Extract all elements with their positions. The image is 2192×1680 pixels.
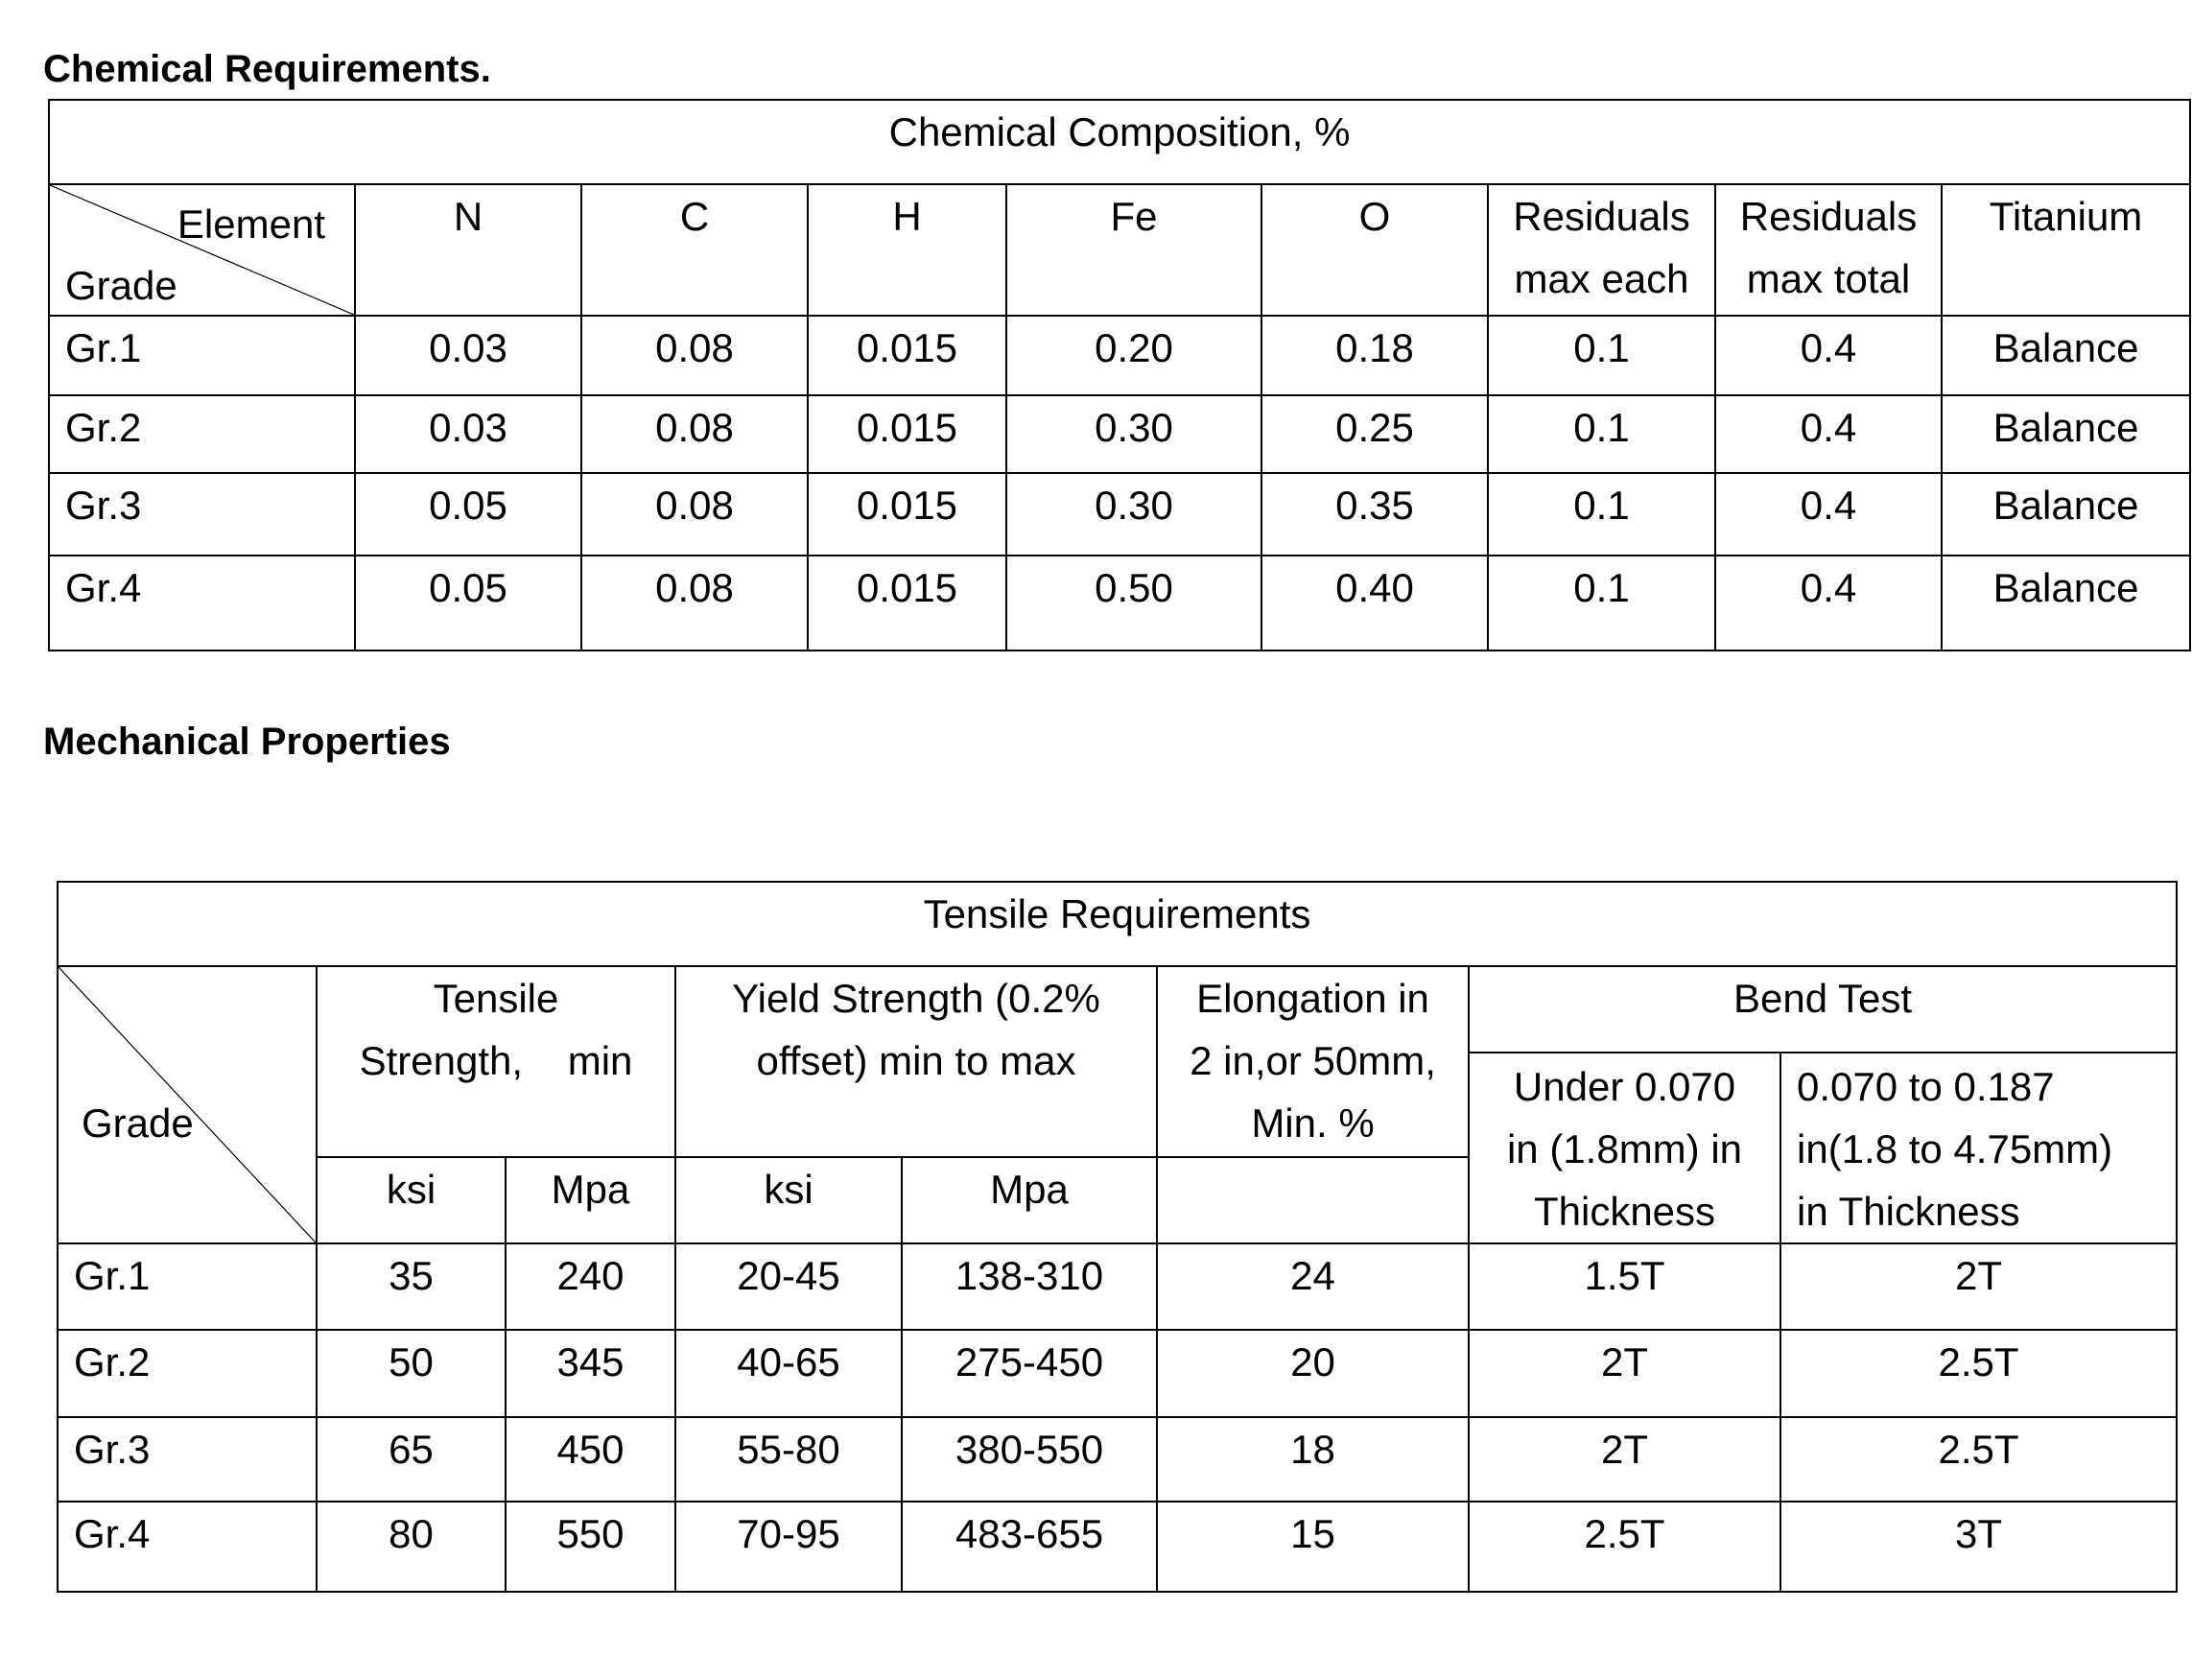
table-row	[58, 1502, 2177, 1592]
value-cell: 24	[1157, 1243, 1469, 1330]
value-cell: 0.4	[1715, 316, 1942, 395]
value-cell: 0.40	[1261, 556, 1488, 651]
value-cell: 40-65	[675, 1330, 902, 1417]
tensile-ksi-unit: ksi	[317, 1157, 506, 1243]
column-header-n: N	[355, 184, 581, 316]
value-cell: 0.08	[581, 395, 808, 473]
value-cell: 138-310	[902, 1243, 1157, 1330]
grade-cell: Gr.2	[58, 1330, 317, 1417]
value-cell: 2.5T	[1780, 1417, 2177, 1502]
value-cell: 0.03	[355, 316, 581, 395]
table-row	[49, 556, 2190, 651]
tensile-requirements-caption: Tensile Requirements	[58, 882, 2177, 966]
value-cell: Balance	[1942, 395, 2190, 473]
value-cell: Balance	[1942, 473, 2190, 556]
value-cell: 0.25	[1261, 395, 1488, 473]
value-cell: 2T	[1469, 1417, 1780, 1502]
column-header-residuals-each: Residuals max each	[1488, 184, 1715, 316]
grade-label: Grade	[82, 1100, 194, 1146]
value-cell: 240	[506, 1243, 675, 1330]
mechanical-properties-heading: Mechanical Properties	[43, 721, 451, 763]
value-cell: 18	[1157, 1417, 1469, 1502]
value-cell: 380-550	[902, 1417, 1157, 1502]
mechanical-header-row	[58, 966, 2177, 1053]
value-cell: 0.1	[1488, 316, 1715, 395]
bend-test-header: Bend Test	[1469, 966, 2177, 1053]
column-header-c: C	[581, 184, 808, 316]
column-header-h: H	[808, 184, 1006, 316]
value-cell: 0.03	[355, 395, 581, 473]
chemical-composition-caption: Chemical Composition, %	[49, 100, 2190, 184]
value-cell: 0.015	[808, 556, 1006, 651]
value-cell: 0.35	[1261, 473, 1488, 556]
value-cell: 0.08	[581, 316, 808, 395]
grade-cell: Gr.3	[58, 1417, 317, 1502]
value-cell: Balance	[1942, 556, 2190, 651]
value-cell: 2.5T	[1469, 1502, 1780, 1592]
table-row	[49, 473, 2190, 556]
bend-range-header: 0.070 to 0.187 in(1.8 to 4.75mm) in Thickness	[1780, 1053, 2177, 1243]
value-cell: 0.4	[1715, 395, 1942, 473]
table-row	[58, 1330, 2177, 1417]
value-cell: 0.05	[355, 556, 581, 651]
grade-label: Grade	[65, 263, 177, 308]
value-cell: 0.50	[1006, 556, 1261, 651]
grade-cell: Gr.1	[49, 316, 355, 395]
value-cell: 1.5T	[1469, 1243, 1780, 1330]
value-cell: 275-450	[902, 1330, 1157, 1417]
table-row	[49, 395, 2190, 473]
value-cell: 2T	[1469, 1330, 1780, 1417]
table-row	[58, 1417, 2177, 1502]
grade-cell: Gr.3	[49, 473, 355, 556]
yield-ksi-unit: ksi	[675, 1157, 902, 1243]
column-header-o: O	[1261, 184, 1488, 316]
value-cell: 35	[317, 1243, 506, 1330]
value-cell: 0.30	[1006, 395, 1261, 473]
value-cell: 0.05	[355, 473, 581, 556]
value-cell: 0.1	[1488, 473, 1715, 556]
value-cell: 345	[506, 1330, 675, 1417]
grade-cell: Gr.2	[49, 395, 355, 473]
value-cell: 0.20	[1006, 316, 1261, 395]
column-header-fe: Fe	[1006, 184, 1261, 316]
elongation-header: Elongation in 2 in,or 50mm, Min. %	[1157, 966, 1469, 1157]
element-grade-corner-cell	[49, 184, 355, 316]
grade-cell: Gr.1	[58, 1243, 317, 1330]
value-cell: 0.015	[808, 473, 1006, 556]
value-cell: 450	[506, 1417, 675, 1502]
value-cell: 65	[317, 1417, 506, 1502]
value-cell: 0.08	[581, 556, 808, 651]
bend-under-header: Under 0.070 in (1.8mm) in Thickness	[1469, 1053, 1780, 1243]
value-cell: 70-95	[675, 1502, 902, 1592]
value-cell: 20-45	[675, 1243, 902, 1330]
value-cell: 55-80	[675, 1417, 902, 1502]
element-label: Element	[177, 201, 325, 247]
value-cell: 0.1	[1488, 395, 1715, 473]
tensile-requirements-table	[57, 881, 2178, 1593]
value-cell: 0.1	[1488, 556, 1715, 651]
value-cell: 20	[1157, 1330, 1469, 1417]
grade-cell: Gr.4	[49, 556, 355, 651]
table-row	[49, 316, 2190, 395]
tensile-strength-header: Tensile Strength, min	[317, 966, 675, 1157]
elongation-unit-blank	[1157, 1157, 1469, 1243]
value-cell: 0.015	[808, 395, 1006, 473]
yield-strength-header: Yield Strength (0.2% offset) min to max	[675, 966, 1157, 1157]
value-cell: 0.30	[1006, 473, 1261, 556]
value-cell: 2.5T	[1780, 1330, 2177, 1417]
value-cell: 0.015	[808, 316, 1006, 395]
value-cell: 0.08	[581, 473, 808, 556]
yield-mpa-unit: Mpa	[902, 1157, 1157, 1243]
chemical-header-row	[49, 184, 2190, 316]
value-cell: 0.18	[1261, 316, 1488, 395]
grade-corner-cell	[58, 966, 317, 1243]
chemical-composition-table	[48, 99, 2191, 651]
table-row	[58, 1243, 2177, 1330]
value-cell: 3T	[1780, 1502, 2177, 1592]
chemical-requirements-heading: Chemical Requirements.	[43, 48, 491, 90]
value-cell: 0.4	[1715, 473, 1942, 556]
value-cell: 550	[506, 1502, 675, 1592]
value-cell: 483-655	[902, 1502, 1157, 1592]
value-cell: 0.4	[1715, 556, 1942, 651]
tensile-mpa-unit: Mpa	[506, 1157, 675, 1243]
value-cell: 50	[317, 1330, 506, 1417]
value-cell: Balance	[1942, 316, 2190, 395]
value-cell: 80	[317, 1502, 506, 1592]
value-cell: 2T	[1780, 1243, 2177, 1330]
grade-cell: Gr.4	[58, 1502, 317, 1592]
column-header-residuals-total: Residuals max total	[1715, 184, 1942, 316]
value-cell: 15	[1157, 1502, 1469, 1592]
column-header-titanium: Titanium	[1942, 184, 2190, 316]
